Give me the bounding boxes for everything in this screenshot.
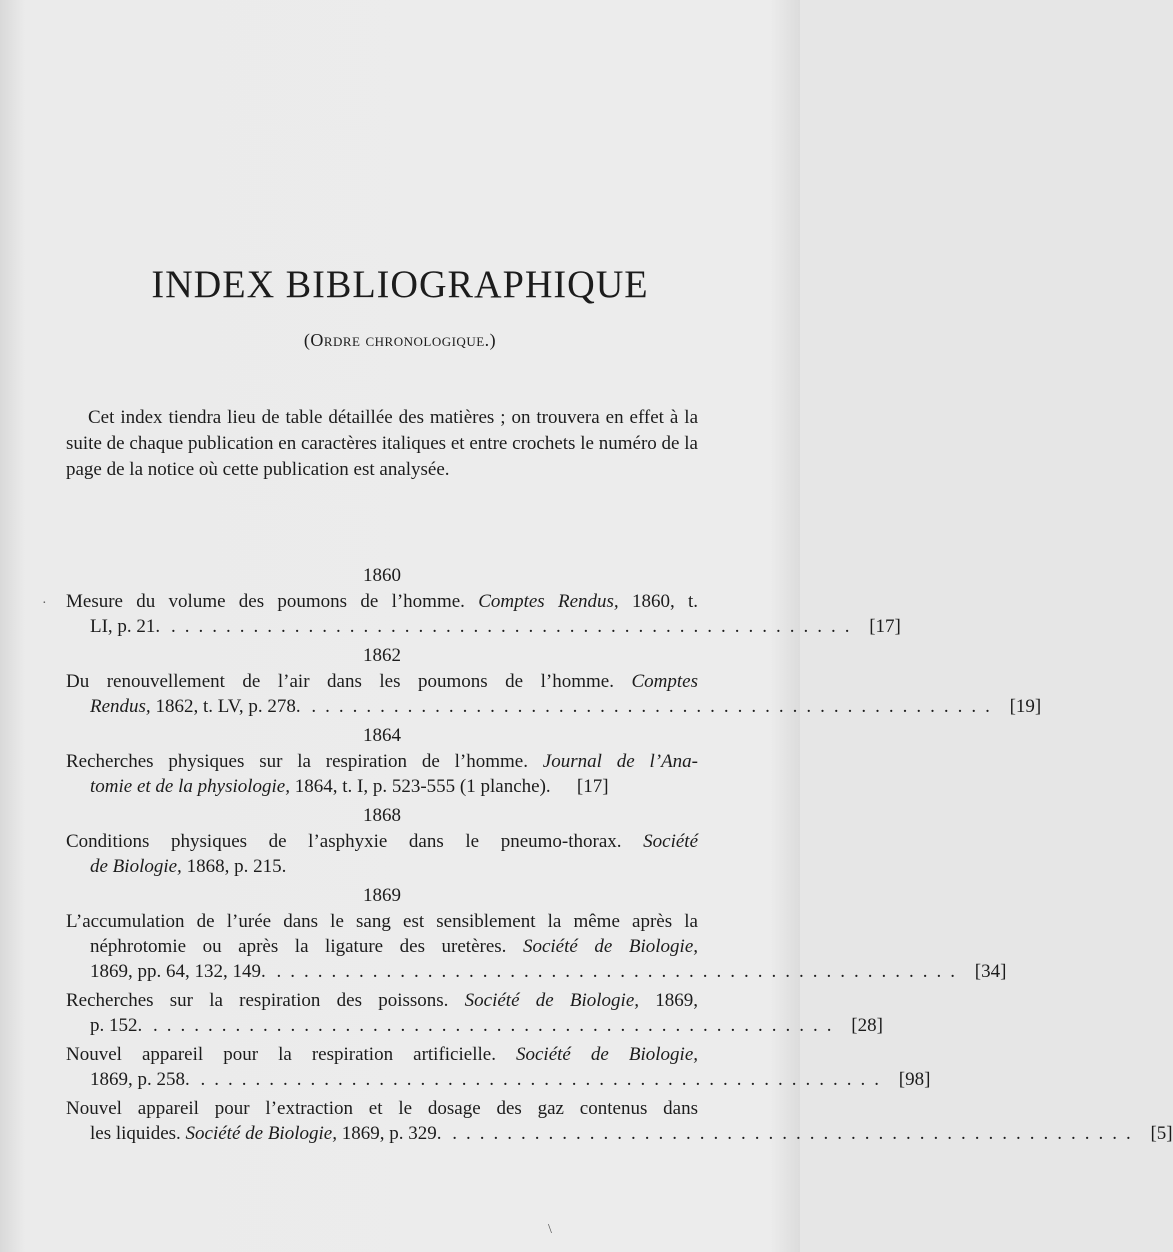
bibliography-entry [66, 669, 1042, 719]
entry-line: 1869, p. 258. .................................................. [98] [90, 1069, 931, 1090]
year-heading: 1868 [363, 805, 401, 826]
entry-line: L’accumulation de l’urée dans le sang est sensiblement la même après la [66, 911, 698, 932]
entry-line: Nouvel appareil pour la respiration artificielle. Société de Biologie, [66, 1044, 699, 1065]
year-heading: 1864 [363, 725, 401, 746]
year-heading: 1860 [363, 565, 401, 586]
bibliography-entry [66, 829, 698, 879]
page-title: INDEX BIBLIOGRAPHIQUE [151, 263, 649, 306]
page-reference: [17] [576, 776, 609, 797]
entry-line: Nouvel appareil pour l’extraction et le dosage des gaz contenus dans [66, 1098, 698, 1119]
stray-mark: \ [548, 1222, 552, 1237]
entry-line: Rendus, 1862, t. LV, p. 278. .................................................. [19] [90, 696, 1042, 717]
show-through [60, 70, 720, 90]
entry-line: néphrotomie ou après la ligature des uretères. Société de Biologie, [90, 936, 698, 957]
bibliography-entry [66, 1096, 1173, 1146]
entry-line: de Biologie, 1868, p. 215. [90, 856, 287, 877]
entry-line: 1869, pp. 64, 132, 149. .................................................. [34] [90, 961, 1007, 982]
intro-paragraph: Cet index tiendra lieu de table détaillée des matières ; on trouvera en effet à la suite de chaque publication en caractères italiques et entre crochets le numéro de la page de la notice où cette publication est analysée. [66, 407, 698, 480]
entry-line: LI, p. 21. .................................................. [17] [90, 616, 901, 637]
page-reference: [19] [1009, 696, 1042, 717]
year-heading: 1869 [363, 885, 401, 906]
bibliography-entry [66, 749, 698, 799]
page-reference: [34] [974, 961, 1007, 982]
page-reference: [17] [869, 616, 901, 637]
page-reference: [5] [1150, 1123, 1173, 1144]
bibliography-entry [66, 1042, 931, 1092]
page-subtitle: (Ordre chronologique.) [303, 330, 497, 350]
entry-line: Du renouvellement de l’air dans les poumons de l’homme. Comptes [66, 671, 698, 692]
entry-line: tomie et de la physiologie, 1864, t. I, p. 523-555 (1 planche). [17] [90, 776, 609, 797]
bibliography-entry [66, 988, 883, 1038]
entry-line: Recherches sur la respiration des poissons. Société de Biologie, 1869, [66, 990, 699, 1011]
page-reference: [28] [851, 1015, 883, 1036]
entry-line: Conditions physiques de l’asphyxie dans le pneumo-thorax. Société [66, 831, 699, 852]
entry-line: Mesure du volume des poumons de l’homme. Comptes Rendus, 1860, t. [66, 591, 699, 612]
bibliography-entry [66, 909, 1007, 984]
page-reference: [98] [898, 1069, 931, 1090]
entry-line: p. 152. .................................................. [28] [90, 1015, 883, 1036]
entry-line: Recherches physiques sur la respiration de l’homme. Journal de l’Ana- [66, 751, 699, 772]
stray-mark: · [42, 596, 47, 611]
bibliography-list [66, 560, 1173, 1150]
year-heading: 1862 [363, 645, 401, 666]
entry-line: les liquides. Société de Biologie, 1869, p. 329. .................................................. [5] [90, 1123, 1173, 1144]
bibliography-entry [66, 589, 901, 639]
